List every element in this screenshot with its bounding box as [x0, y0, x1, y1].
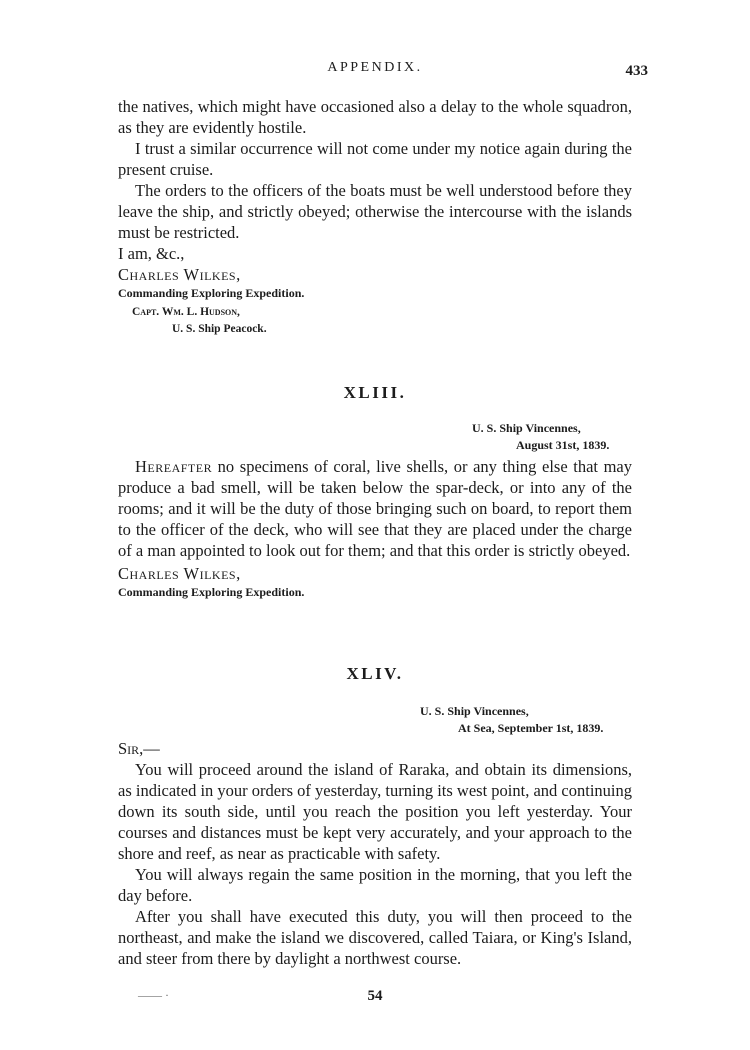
- dateline-date: August 31st, 1839.: [516, 438, 610, 452]
- paragraph: You will proceed around the island of Raraka, and obtain its dimensions, as indicated in your orders of yesterday, turning its west point, and continuing down its south side, until you reach the position you left yesterday. Your courses and distances must be kept very accurately, and your approach to the shore and reef, as near as practicable with safety.: [118, 760, 632, 863]
- signature-mark: 54: [367, 988, 383, 1004]
- dateline-44: [420, 703, 603, 737]
- paragraph: no specimens of coral, live shells, or any thing else that may produce a bad smell, will be taken below the spar-deck, or into any of the rooms; and it will be the duty of those bringing such on board, to report them to the officer of the deck, who will see that they are placed under the charge of a man appointed to look out for them; and that this order is strictly obeyed.: [118, 457, 632, 560]
- page-number: 433: [625, 63, 648, 79]
- dateline-place: U. S. Ship Vincennes,: [420, 704, 529, 718]
- section-heading-44: XLIV.: [346, 664, 404, 683]
- closing: I am, &c.,: [118, 244, 185, 263]
- paragraph: The orders to the officers of the boats must be well understood before they leave the ship, and strictly obeyed; otherwise the intercourse with the islands must be restricted.: [118, 181, 632, 242]
- order-44: [118, 738, 632, 969]
- dateline-43: [472, 420, 609, 454]
- dateline-date: At Sea, September 1st, 1839.: [458, 721, 604, 735]
- paragraph: the natives, which might have occasioned also a delay to the whole squadron, as they are evidently hostile.: [118, 97, 632, 137]
- signature-title: Commanding Exploring Expedition.: [118, 585, 305, 599]
- letter-continuation: [118, 96, 632, 302]
- page-header: [0, 58, 750, 82]
- dateline-place: U. S. Ship Vincennes,: [472, 421, 581, 435]
- salutation: Sir,—: [118, 739, 160, 758]
- paragraph: You will always regain the same position in the morning, that you left the day before.: [118, 865, 632, 905]
- order-43: [118, 456, 632, 601]
- signature-title: Commanding Exploring Expedition.: [118, 286, 305, 300]
- addressee: [132, 304, 267, 338]
- paragraph: After you shall have executed this duty, you will then proceed to the northeast, and make the island we discovered, called Taiara, or King's Island, and steer from there by daylight a northwest course.: [118, 907, 632, 968]
- signature-name: Charles Wilkes,: [118, 564, 241, 583]
- addressee-name: Capt. Wm. L. Hudson,: [132, 306, 240, 318]
- section-heading-43: XLIII.: [343, 383, 407, 402]
- footer-left-mark: —— ·: [138, 988, 169, 1002]
- addressee-ship: U. S. Ship Peacock.: [172, 323, 267, 335]
- running-title: APPENDIX.: [327, 60, 423, 75]
- lead-word: Hereafter: [135, 457, 213, 476]
- signature-name: Charles Wilkes,: [118, 265, 241, 284]
- paragraph: I trust a similar occurrence will not come under my notice again during the present cruise.: [118, 139, 632, 179]
